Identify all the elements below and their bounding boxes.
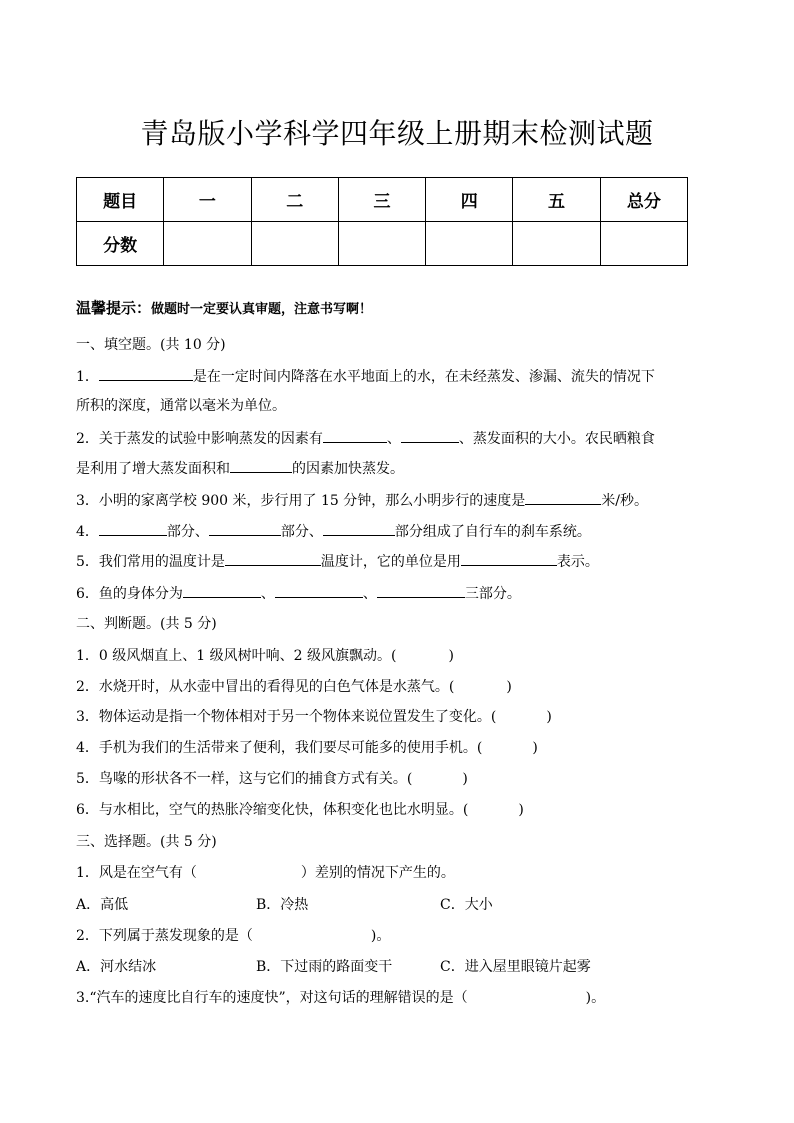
question-5 (76, 551, 726, 572)
question-text: 6．与水相比，空气的热胀冷缩变化快，体积变化也比水明显。( (76, 802, 469, 818)
question-4 (76, 521, 726, 542)
question-text: 1．0 级风烟直上、1 级风树叶响、2 级风旗飘动。( (76, 648, 397, 664)
warm-tip-text: 做题时一定要认真审题，注意书写啊！ (151, 302, 373, 317)
question-1-line-2: 所积的深度，通常以毫米为单位。 (76, 398, 286, 414)
question-text: 6．鱼的身体分为 (76, 586, 183, 602)
question-text: 的因素加快蒸发。 (292, 461, 404, 477)
score-cell[interactable] (251, 222, 338, 266)
question-text: 2．关于蒸发的试验中影响蒸发的因素有 (76, 431, 323, 447)
warm-tip (76, 297, 372, 318)
answer-blank[interactable] (323, 521, 395, 536)
question-text: 3．物体运动是指一个物体相对于另一个物体来说位置发生了变化。( (76, 709, 497, 725)
question-text: 2．水烧开时，从水壶中冒出的看得见的白色气体是水蒸气。( (76, 679, 455, 695)
option[interactable]: C．进入屋里眼镜片起雾 (440, 959, 591, 975)
question-text: ) (506, 679, 512, 695)
question-text: 部分组成了自行车的刹车系统。 (394, 524, 591, 540)
judge-item (76, 769, 726, 789)
answer-blank[interactable] (99, 521, 167, 536)
question-text: ) (448, 648, 454, 664)
score-table-header-row (77, 178, 688, 222)
question-text: 3.“汽车的速度比自行车的速度快”，对这句话的理解错误的是（ (76, 990, 468, 1006)
question-text: ) (546, 709, 552, 725)
question-text: )。 (585, 990, 606, 1006)
question-3 (76, 490, 726, 511)
question-text: 5．鸟喙的形状各不一样，这与它们的捕食方式有关。( (76, 771, 413, 787)
option[interactable]: B．冷热 (256, 897, 309, 913)
question-text: 米/秒。 (601, 493, 648, 509)
question-text: 是利用了增大蒸发面积和 (76, 461, 230, 477)
score-header-cell: 一 (164, 178, 251, 222)
option[interactable]: A．河水结冰 (76, 959, 157, 975)
question-text: ) (518, 802, 524, 818)
answer-blank[interactable] (377, 583, 465, 598)
judge-item (76, 738, 726, 758)
question-text: 三部分。 (464, 586, 521, 602)
question-text: 、蒸发面积的大小。农民晒粮食 (458, 431, 655, 447)
score-header-cell: 四 (426, 178, 513, 222)
section3-heading: 三、选择题。(共 5 分) (76, 834, 217, 850)
answer-blank[interactable] (401, 428, 459, 443)
question-2-line-2 (76, 458, 726, 479)
page-title: 青岛版小学科学四年级上册期末检测试题 (140, 117, 654, 150)
answer-blank[interactable] (525, 490, 601, 505)
answer-blank[interactable] (323, 428, 387, 443)
question-6 (76, 583, 726, 604)
judge-item (76, 646, 726, 666)
answer-blank[interactable] (230, 458, 292, 473)
question-text: 1．风是在空气有（ (76, 865, 197, 881)
question-text: ）差别的情况下产生的。 (300, 865, 455, 881)
question-text: 、 (386, 431, 401, 447)
score-cell[interactable] (600, 222, 687, 266)
question-text: 是在一定时间内降落在水平地面上的水，在未经蒸发、渗漏、流失的情况下 (192, 369, 655, 385)
question-number: 1． (76, 369, 99, 385)
question-text: 、 (260, 586, 275, 602)
question-text: 5．我们常用的温度计是 (76, 554, 225, 570)
option[interactable]: B．下过雨的路面变干 (256, 959, 393, 975)
option[interactable]: C．大小 (440, 897, 493, 913)
question-text: 部分、 (166, 524, 209, 540)
question-1-line-1 (76, 366, 726, 387)
answer-blank[interactable] (275, 583, 363, 598)
question-text: ) (532, 740, 538, 756)
question-text: 、 (362, 586, 377, 602)
answer-blank[interactable] (99, 366, 193, 381)
judge-item (76, 800, 726, 820)
score-cell[interactable] (164, 222, 251, 266)
question-text: 3．小明的家离学校 900 米，步行用了 15 分钟，那么小明步行的速度是 (76, 493, 526, 509)
judge-item (76, 707, 726, 727)
score-table-score-row (77, 222, 688, 266)
answer-blank[interactable] (461, 551, 557, 566)
question-text: 表示。 (556, 554, 599, 570)
score-header-cell: 三 (338, 178, 425, 222)
score-cell[interactable] (513, 222, 600, 266)
question-number: 4． (76, 524, 99, 540)
choice-question-2 (76, 926, 726, 946)
score-header-cell: 五 (513, 178, 600, 222)
score-header-cell: 二 (251, 178, 338, 222)
score-header-cell: 题目 (77, 178, 164, 222)
question-text: ) (462, 771, 468, 787)
choice-question-1 (76, 863, 726, 883)
score-table (76, 177, 688, 266)
judge-item (76, 677, 726, 697)
answer-blank[interactable] (225, 551, 321, 566)
answer-blank[interactable] (183, 583, 261, 598)
section1-heading: 一、填空题。(共 10 分) (76, 337, 226, 353)
score-header-cell: 总分 (600, 178, 687, 222)
question-text: 2．下列属于蒸发现象的是（ (76, 928, 253, 944)
answer-blank[interactable] (209, 521, 281, 536)
question-text: 4．手机为我们的生活带来了便利，我们要尽可能多的使用手机。( (76, 740, 483, 756)
score-cell[interactable] (338, 222, 425, 266)
question-text: 温度计，它的单位是用 (320, 554, 461, 570)
question-text: )。 (370, 928, 391, 944)
score-cell[interactable] (426, 222, 513, 266)
question-text: 部分、 (280, 524, 323, 540)
choice-question-3 (76, 988, 726, 1008)
question-2-line-1 (76, 428, 726, 449)
section2-heading: 二、判断题。(共 5 分) (76, 616, 217, 632)
score-row-label: 分数 (77, 222, 164, 266)
option[interactable]: A．高低 (76, 897, 129, 913)
warm-tip-label: 温馨提示： (76, 299, 152, 317)
